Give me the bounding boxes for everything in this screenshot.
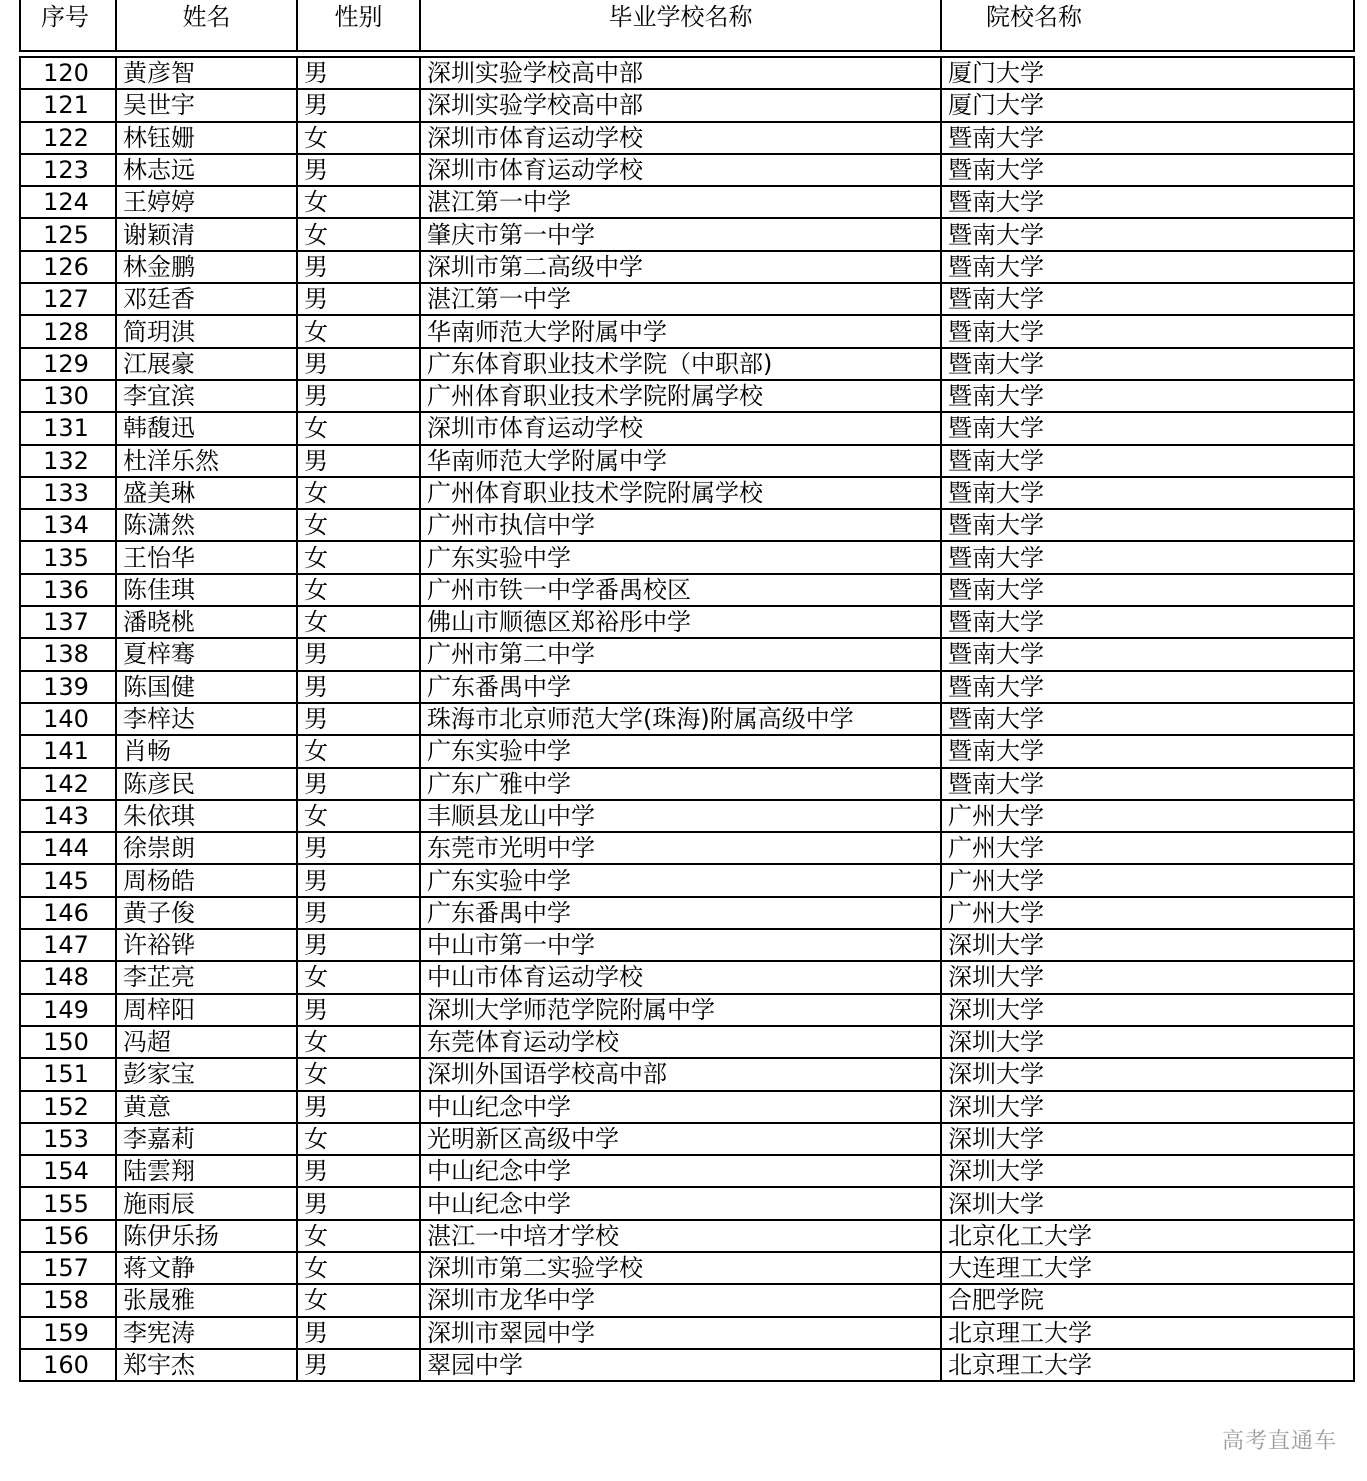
cell-gender: 女 bbox=[297, 574, 420, 606]
cell-seq: 140 bbox=[20, 703, 116, 735]
cell-school: 深圳大学师范学院附属中学 bbox=[420, 994, 941, 1026]
table-row bbox=[20, 412, 1354, 444]
cell-name: 彭家宝 bbox=[116, 1058, 297, 1090]
table-row bbox=[20, 315, 1354, 347]
cell-seq: 158 bbox=[20, 1284, 116, 1316]
table-row bbox=[20, 638, 1354, 670]
cell-name: 邓廷香 bbox=[116, 283, 297, 315]
table-row bbox=[20, 154, 1354, 186]
cell-college: 暨南大学 bbox=[941, 477, 1354, 509]
cell-seq: 120 bbox=[20, 57, 116, 89]
cell-name: 黄子俊 bbox=[116, 897, 297, 929]
cell-school: 深圳实验学校高中部 bbox=[420, 89, 941, 121]
cell-college: 暨南大学 bbox=[941, 380, 1354, 412]
cell-school: 湛江第一中学 bbox=[420, 186, 941, 218]
cell-gender: 男 bbox=[297, 1091, 420, 1123]
cell-gender: 女 bbox=[297, 1252, 420, 1284]
cell-college: 深圳大学 bbox=[941, 1187, 1354, 1219]
cell-college: 暨南大学 bbox=[941, 574, 1354, 606]
cell-name: 潘晓桃 bbox=[116, 606, 297, 638]
cell-gender: 男 bbox=[297, 832, 420, 864]
cell-college: 广州大学 bbox=[941, 897, 1354, 929]
cell-college: 暨南大学 bbox=[941, 283, 1354, 315]
cell-gender: 男 bbox=[297, 638, 420, 670]
header-seq: 序号 bbox=[20, 0, 116, 51]
cell-school: 中山市第一中学 bbox=[420, 929, 941, 961]
cell-name: 陈佳琪 bbox=[116, 574, 297, 606]
cell-college: 深圳大学 bbox=[941, 1058, 1354, 1090]
cell-gender: 女 bbox=[297, 735, 420, 767]
cell-school: 深圳外国语学校高中部 bbox=[420, 1058, 941, 1090]
cell-college: 暨南大学 bbox=[941, 122, 1354, 154]
table-row bbox=[20, 994, 1354, 1026]
cell-school: 广东番禺中学 bbox=[420, 897, 941, 929]
header-name: 姓名 bbox=[116, 0, 297, 51]
cell-seq: 132 bbox=[20, 445, 116, 477]
cell-school: 中山市体育运动学校 bbox=[420, 961, 941, 993]
cell-seq: 138 bbox=[20, 638, 116, 670]
cell-gender: 女 bbox=[297, 218, 420, 250]
cell-name: 陈彦民 bbox=[116, 768, 297, 800]
table-row bbox=[20, 832, 1354, 864]
cell-seq: 157 bbox=[20, 1252, 116, 1284]
cell-gender: 男 bbox=[297, 994, 420, 1026]
cell-college: 深圳大学 bbox=[941, 1091, 1354, 1123]
cell-name: 吴世宇 bbox=[116, 89, 297, 121]
cell-school: 珠海市北京师范大学(珠海)附属高级中学 bbox=[420, 703, 941, 735]
cell-college: 暨南大学 bbox=[941, 735, 1354, 767]
cell-college: 暨南大学 bbox=[941, 218, 1354, 250]
table-row bbox=[20, 348, 1354, 380]
cell-seq: 135 bbox=[20, 541, 116, 573]
cell-college: 暨南大学 bbox=[941, 703, 1354, 735]
cell-school: 翠园中学 bbox=[420, 1349, 941, 1381]
cell-seq: 145 bbox=[20, 864, 116, 896]
cell-college: 合肥学院 bbox=[941, 1284, 1354, 1316]
cell-school: 广东实验中学 bbox=[420, 864, 941, 896]
cell-college: 暨南大学 bbox=[941, 671, 1354, 703]
table-row bbox=[20, 1091, 1354, 1123]
cell-seq: 131 bbox=[20, 412, 116, 444]
cell-name: 陆雲翔 bbox=[116, 1155, 297, 1187]
cell-school: 广东实验中学 bbox=[420, 735, 941, 767]
cell-school: 深圳市龙华中学 bbox=[420, 1284, 941, 1316]
table-row bbox=[20, 509, 1354, 541]
cell-school: 广东广雅中学 bbox=[420, 768, 941, 800]
cell-gender: 男 bbox=[297, 671, 420, 703]
cell-school: 肇庆市第一中学 bbox=[420, 218, 941, 250]
cell-gender: 女 bbox=[297, 541, 420, 573]
cell-school: 湛江第一中学 bbox=[420, 283, 941, 315]
cell-gender: 男 bbox=[297, 897, 420, 929]
table-row bbox=[20, 122, 1354, 154]
cell-name: 周杨皓 bbox=[116, 864, 297, 896]
cell-seq: 123 bbox=[20, 154, 116, 186]
cell-college: 暨南大学 bbox=[941, 186, 1354, 218]
cell-name: 许裕铧 bbox=[116, 929, 297, 961]
cell-college: 暨南大学 bbox=[941, 445, 1354, 477]
cell-college: 深圳大学 bbox=[941, 1123, 1354, 1155]
cell-college: 北京化工大学 bbox=[941, 1220, 1354, 1252]
cell-gender: 女 bbox=[297, 315, 420, 347]
cell-name: 黄彦智 bbox=[116, 57, 297, 89]
cell-college: 厦门大学 bbox=[941, 89, 1354, 121]
cell-school: 中山纪念中学 bbox=[420, 1091, 941, 1123]
cell-school: 广州体育职业技术学院附属学校 bbox=[420, 380, 941, 412]
table-row bbox=[20, 89, 1354, 121]
table-row bbox=[20, 864, 1354, 896]
cell-seq: 134 bbox=[20, 509, 116, 541]
cell-gender: 女 bbox=[297, 961, 420, 993]
table-row bbox=[20, 1317, 1354, 1349]
cell-college: 深圳大学 bbox=[941, 1026, 1354, 1058]
cell-seq: 147 bbox=[20, 929, 116, 961]
cell-college: 暨南大学 bbox=[941, 348, 1354, 380]
cell-gender: 男 bbox=[297, 864, 420, 896]
cell-seq: 139 bbox=[20, 671, 116, 703]
cell-college: 北京理工大学 bbox=[941, 1317, 1354, 1349]
table-body bbox=[20, 57, 1354, 1381]
cell-college: 暨南大学 bbox=[941, 638, 1354, 670]
cell-gender: 女 bbox=[297, 412, 420, 444]
cell-name: 黄意 bbox=[116, 1091, 297, 1123]
cell-college: 暨南大学 bbox=[941, 541, 1354, 573]
cell-school: 湛江一中培才学校 bbox=[420, 1220, 941, 1252]
cell-gender: 女 bbox=[297, 1058, 420, 1090]
cell-seq: 126 bbox=[20, 251, 116, 283]
watermark: 高考直通车 bbox=[1221, 1429, 1337, 1454]
cell-school: 佛山市顺德区郑裕彤中学 bbox=[420, 606, 941, 638]
cell-college: 暨南大学 bbox=[941, 768, 1354, 800]
cell-school: 深圳实验学校高中部 bbox=[420, 57, 941, 89]
cell-name: 李梓达 bbox=[116, 703, 297, 735]
table-row bbox=[20, 929, 1354, 961]
cell-college: 暨南大学 bbox=[941, 251, 1354, 283]
table-row bbox=[20, 671, 1354, 703]
cell-name: 林志远 bbox=[116, 154, 297, 186]
cell-seq: 142 bbox=[20, 768, 116, 800]
cell-school: 广州市第二中学 bbox=[420, 638, 941, 670]
table-row bbox=[20, 574, 1354, 606]
cell-gender: 男 bbox=[297, 703, 420, 735]
cell-name: 盛美琳 bbox=[116, 477, 297, 509]
cell-seq: 127 bbox=[20, 283, 116, 315]
cell-gender: 女 bbox=[297, 1026, 420, 1058]
cell-seq: 151 bbox=[20, 1058, 116, 1090]
cell-college: 广州大学 bbox=[941, 800, 1354, 832]
table-row bbox=[20, 541, 1354, 573]
cell-school: 深圳市第二实验学校 bbox=[420, 1252, 941, 1284]
cell-school: 广州市执信中学 bbox=[420, 509, 941, 541]
cell-school: 丰顺县龙山中学 bbox=[420, 800, 941, 832]
header-gender: 性别 bbox=[297, 0, 420, 51]
cell-name: 王婷婷 bbox=[116, 186, 297, 218]
cell-school: 东莞市光明中学 bbox=[420, 832, 941, 864]
cell-gender: 男 bbox=[297, 1349, 420, 1381]
table-row bbox=[20, 1123, 1354, 1155]
cell-name: 陈潇然 bbox=[116, 509, 297, 541]
cell-seq: 156 bbox=[20, 1220, 116, 1252]
cell-college: 深圳大学 bbox=[941, 929, 1354, 961]
cell-gender: 女 bbox=[297, 509, 420, 541]
cell-school: 深圳市翠园中学 bbox=[420, 1317, 941, 1349]
cell-college: 厦门大学 bbox=[941, 57, 1354, 89]
cell-seq: 148 bbox=[20, 961, 116, 993]
cell-gender: 男 bbox=[297, 251, 420, 283]
cell-name: 肖畅 bbox=[116, 735, 297, 767]
cell-seq: 122 bbox=[20, 122, 116, 154]
cell-seq: 155 bbox=[20, 1187, 116, 1219]
cell-gender: 男 bbox=[297, 1317, 420, 1349]
cell-seq: 143 bbox=[20, 800, 116, 832]
cell-seq: 150 bbox=[20, 1026, 116, 1058]
admission-table bbox=[19, 0, 1355, 1382]
cell-name: 徐崇朗 bbox=[116, 832, 297, 864]
cell-gender: 女 bbox=[297, 1123, 420, 1155]
cell-school: 光明新区高级中学 bbox=[420, 1123, 941, 1155]
cell-gender: 女 bbox=[297, 1284, 420, 1316]
table-header bbox=[20, 0, 1354, 57]
cell-gender: 男 bbox=[297, 929, 420, 961]
cell-name: 施雨辰 bbox=[116, 1187, 297, 1219]
cell-seq: 124 bbox=[20, 186, 116, 218]
cell-name: 谢颖清 bbox=[116, 218, 297, 250]
cell-school: 华南师范大学附属中学 bbox=[420, 445, 941, 477]
cell-name: 杜洋乐然 bbox=[116, 445, 297, 477]
table-row bbox=[20, 445, 1354, 477]
table-row bbox=[20, 606, 1354, 638]
table-row bbox=[20, 735, 1354, 767]
cell-college: 广州大学 bbox=[941, 864, 1354, 896]
cell-name: 朱依琪 bbox=[116, 800, 297, 832]
cell-gender: 男 bbox=[297, 283, 420, 315]
cell-college: 深圳大学 bbox=[941, 961, 1354, 993]
cell-school: 华南师范大学附属中学 bbox=[420, 315, 941, 347]
cell-seq: 137 bbox=[20, 606, 116, 638]
cell-gender: 男 bbox=[297, 380, 420, 412]
cell-seq: 159 bbox=[20, 1317, 116, 1349]
table-row bbox=[20, 703, 1354, 735]
header-school: 毕业学校名称 bbox=[420, 0, 941, 51]
cell-school: 广东番禺中学 bbox=[420, 671, 941, 703]
cell-seq: 153 bbox=[20, 1123, 116, 1155]
cell-school: 中山纪念中学 bbox=[420, 1155, 941, 1187]
cell-college: 暨南大学 bbox=[941, 154, 1354, 186]
cell-name: 陈国健 bbox=[116, 671, 297, 703]
cell-college: 广州大学 bbox=[941, 832, 1354, 864]
cell-gender: 女 bbox=[297, 186, 420, 218]
table-row bbox=[20, 218, 1354, 250]
table-row bbox=[20, 768, 1354, 800]
cell-name: 简玥淇 bbox=[116, 315, 297, 347]
cell-seq: 125 bbox=[20, 218, 116, 250]
cell-seq: 130 bbox=[20, 380, 116, 412]
cell-name: 张晟雅 bbox=[116, 1284, 297, 1316]
table-row bbox=[20, 380, 1354, 412]
cell-college: 暨南大学 bbox=[941, 509, 1354, 541]
cell-name: 陈伊乐扬 bbox=[116, 1220, 297, 1252]
cell-seq: 146 bbox=[20, 897, 116, 929]
cell-gender: 女 bbox=[297, 122, 420, 154]
cell-gender: 男 bbox=[297, 89, 420, 121]
cell-gender: 男 bbox=[297, 154, 420, 186]
cell-name: 林钰姗 bbox=[116, 122, 297, 154]
table-row bbox=[20, 1284, 1354, 1316]
cell-school: 深圳市体育运动学校 bbox=[420, 412, 941, 444]
cell-seq: 133 bbox=[20, 477, 116, 509]
table-row bbox=[20, 1349, 1354, 1381]
cell-gender: 女 bbox=[297, 800, 420, 832]
cell-college: 深圳大学 bbox=[941, 1155, 1354, 1187]
cell-school: 东莞体育运动学校 bbox=[420, 1026, 941, 1058]
cell-seq: 129 bbox=[20, 348, 116, 380]
cell-name: 周梓阳 bbox=[116, 994, 297, 1026]
table-row bbox=[20, 961, 1354, 993]
cell-seq: 149 bbox=[20, 994, 116, 1026]
table-row bbox=[20, 251, 1354, 283]
table-row bbox=[20, 1026, 1354, 1058]
cell-seq: 144 bbox=[20, 832, 116, 864]
table-row bbox=[20, 1187, 1354, 1219]
cell-gender: 女 bbox=[297, 1220, 420, 1252]
cell-school: 广东实验中学 bbox=[420, 541, 941, 573]
cell-name: 李芷亮 bbox=[116, 961, 297, 993]
cell-name: 韩馥迅 bbox=[116, 412, 297, 444]
cell-school: 深圳市第二高级中学 bbox=[420, 251, 941, 283]
cell-name: 冯超 bbox=[116, 1026, 297, 1058]
cell-gender: 男 bbox=[297, 445, 420, 477]
cell-school: 中山纪念中学 bbox=[420, 1187, 941, 1219]
header-college: 院校名称 bbox=[941, 0, 1354, 51]
cell-school: 广州体育职业技术学院附属学校 bbox=[420, 477, 941, 509]
table-row bbox=[20, 1155, 1354, 1187]
cell-name: 李宪涛 bbox=[116, 1317, 297, 1349]
cell-seq: 154 bbox=[20, 1155, 116, 1187]
cell-seq: 128 bbox=[20, 315, 116, 347]
cell-gender: 男 bbox=[297, 348, 420, 380]
table-row bbox=[20, 897, 1354, 929]
table-row bbox=[20, 1252, 1354, 1284]
cell-gender: 男 bbox=[297, 1187, 420, 1219]
cell-name: 林金鹏 bbox=[116, 251, 297, 283]
cell-name: 江展豪 bbox=[116, 348, 297, 380]
cell-college: 暨南大学 bbox=[941, 315, 1354, 347]
cell-college: 北京理工大学 bbox=[941, 1349, 1354, 1381]
cell-gender: 男 bbox=[297, 768, 420, 800]
cell-seq: 141 bbox=[20, 735, 116, 767]
cell-seq: 136 bbox=[20, 574, 116, 606]
cell-college: 暨南大学 bbox=[941, 606, 1354, 638]
table-row bbox=[20, 1058, 1354, 1090]
table-row bbox=[20, 57, 1354, 89]
table-row bbox=[20, 186, 1354, 218]
cell-name: 夏梓骞 bbox=[116, 638, 297, 670]
cell-seq: 152 bbox=[20, 1091, 116, 1123]
cell-college: 大连理工大学 bbox=[941, 1252, 1354, 1284]
cell-name: 李宜滨 bbox=[116, 380, 297, 412]
cell-school: 深圳市体育运动学校 bbox=[420, 122, 941, 154]
table-row bbox=[20, 800, 1354, 832]
cell-name: 郑宇杰 bbox=[116, 1349, 297, 1381]
table-row bbox=[20, 477, 1354, 509]
cell-college: 深圳大学 bbox=[941, 994, 1354, 1026]
cell-seq: 121 bbox=[20, 89, 116, 121]
cell-name: 王怡华 bbox=[116, 541, 297, 573]
table-row bbox=[20, 1220, 1354, 1252]
cell-school: 广州市铁一中学番禺校区 bbox=[420, 574, 941, 606]
cell-gender: 女 bbox=[297, 606, 420, 638]
table-row bbox=[20, 283, 1354, 315]
cell-gender: 男 bbox=[297, 1155, 420, 1187]
cell-name: 蒋文静 bbox=[116, 1252, 297, 1284]
cell-gender: 男 bbox=[297, 57, 420, 89]
cell-school: 广东体育职业技术学院（中职部) bbox=[420, 348, 941, 380]
cell-college: 暨南大学 bbox=[941, 412, 1354, 444]
cell-school: 深圳市体育运动学校 bbox=[420, 154, 941, 186]
cell-name: 李嘉莉 bbox=[116, 1123, 297, 1155]
cell-gender: 女 bbox=[297, 477, 420, 509]
cell-seq: 160 bbox=[20, 1349, 116, 1381]
